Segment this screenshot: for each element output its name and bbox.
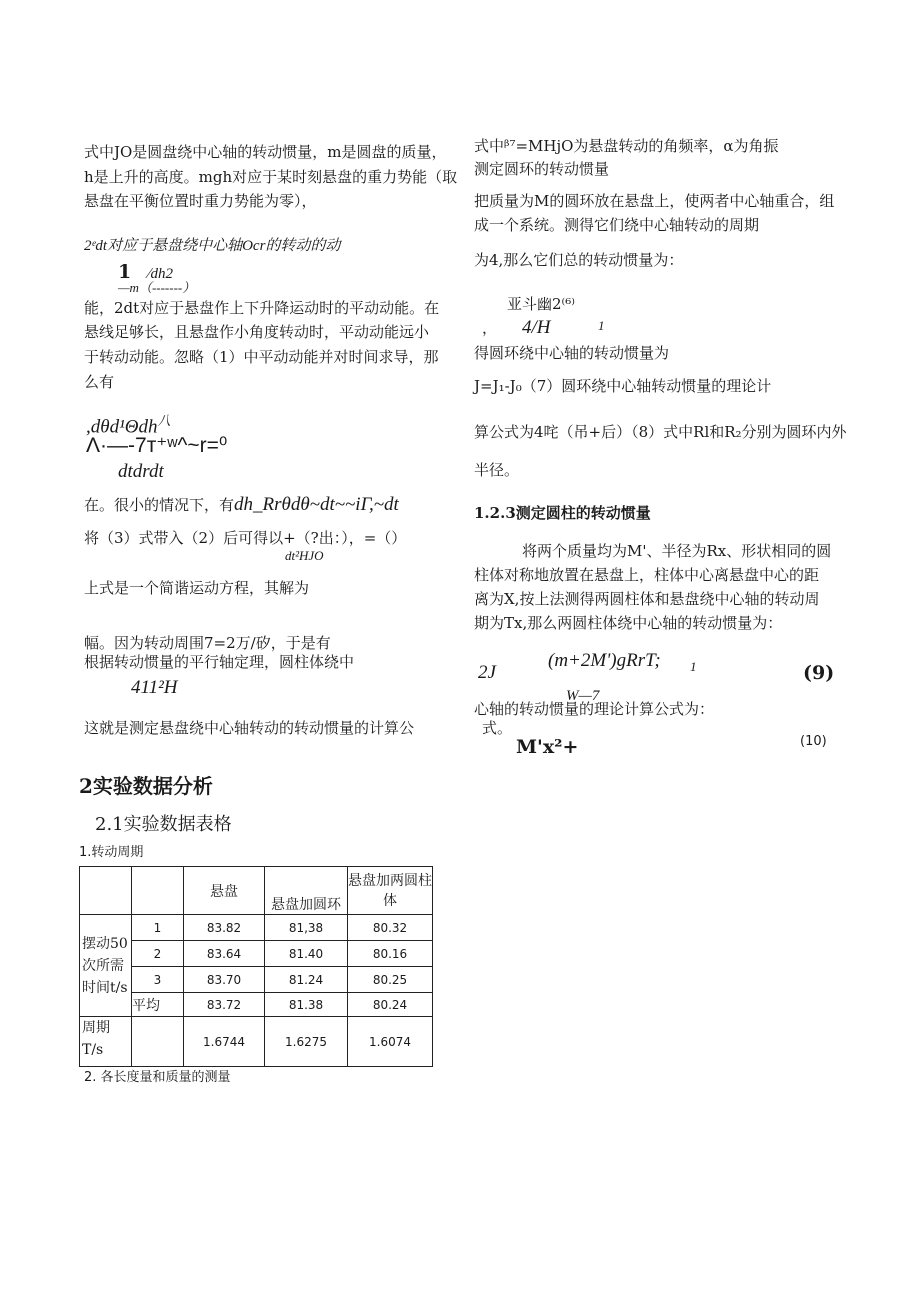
formula2-a-sup: 八 xyxy=(157,413,171,428)
rotation-period-table xyxy=(79,866,433,1067)
formula5-d: W—7 xyxy=(566,688,600,704)
right-r8-line4: 期为Tx,那么两圆柱体绕中心轴的转动惯量为： xyxy=(474,614,783,632)
table2-caption: 2. 各长度量和质量的测量 xyxy=(84,1070,231,1085)
table-cell: 83.70 xyxy=(184,967,265,993)
right-r9-line1: 心轴的转动惯量的理论计算公式为： xyxy=(474,700,715,718)
left-p3-line2: 悬线足够长，且悬盘作小角度转动时，平动动能远小 xyxy=(84,323,430,341)
table-corner xyxy=(80,867,132,915)
table-cell: 80.25 xyxy=(348,967,433,993)
col-header-disc-cylinders: 悬盘加两圆柱体 xyxy=(348,867,433,915)
formula4-b: ， xyxy=(482,319,498,337)
section2-title: 2实验数据分析 xyxy=(79,774,213,798)
left-p7-line2: 根据转动惯量的平行轴定理，圆柱体绕中 xyxy=(84,653,355,671)
period-cell: 1.6074 xyxy=(348,1017,433,1067)
left-p3-line1: 能，2dt对应于悬盘作上下升降运动时的平动动能。在 xyxy=(84,299,440,317)
section-1-2-3-title: 1.2.3测定圆柱的转动惯量 xyxy=(474,504,651,522)
ring-section-heading: 测定圆环的转动惯量 xyxy=(474,160,610,178)
formula1-a: 1 xyxy=(118,261,132,283)
row-label: 1 xyxy=(132,915,184,941)
table-cell: 81.38 xyxy=(265,993,348,1017)
right-r2-line1: 把质量为M的圆环放在悬盘上，使两者中心轴重合，组 xyxy=(474,192,835,210)
right-r1: 式中ᵝ⁷=MHjO为悬盘转动的角频率，α为角振 xyxy=(474,137,779,155)
right-r8-line3: 离为X,按上法测得两圆柱体和悬盘绕中心轴的转动周 xyxy=(474,590,820,608)
left-p1-line2: h是上升的高度。mgh对应于某时刻悬盘的重力势能（取 xyxy=(84,168,458,186)
right-r3: 为4,那么它们总的转动惯量为： xyxy=(474,251,684,269)
row-label: 3 xyxy=(132,967,184,993)
table-cell: 81.24 xyxy=(265,967,348,993)
section2-1-title: 2.1实验数据表格 xyxy=(95,814,232,835)
table-corner-2 xyxy=(132,867,184,915)
table-cell: 80.24 xyxy=(348,993,433,1017)
col-header-disc: 悬盘 xyxy=(184,867,265,915)
formula2-b: Λ·—-7т⁺ʷ^~r=⁰ xyxy=(86,434,228,457)
formula3: 411²H xyxy=(131,677,178,698)
period-empty xyxy=(132,1017,184,1067)
period-label: 周期T/s xyxy=(80,1017,132,1067)
left-p2-line1: 2ᵉdt对应于悬盘绕中心轴Ocr的转动的动 xyxy=(84,238,341,254)
table-cell: 81.40 xyxy=(265,941,348,967)
right-r7: 半径。 xyxy=(474,461,520,479)
table-cell: 80.32 xyxy=(348,915,433,941)
formula6: M'x²+ xyxy=(516,736,579,758)
col-header-disc-ring: 悬盘加圆环 xyxy=(265,867,348,915)
right-r9-line2: 式。 xyxy=(482,719,513,737)
formula5-b: (m+2M')gRrT; xyxy=(548,650,661,671)
left-p4-formula: dh_Rrθdθ~dt~~iΓ,~dt xyxy=(234,494,399,515)
formula1-b: ∕dh2 xyxy=(148,266,174,282)
right-r4: 得圆环绕中心轴的转动惯量为 xyxy=(474,344,670,362)
left-p5: 将（3）式带入（2）后可得以+（?出：），=（） xyxy=(84,529,407,547)
left-p1-line1: 式中JO是圆盘绕中心轴的转动惯量，m是圆盘的质量， xyxy=(84,143,447,161)
table1-caption: 1.转动周期 xyxy=(79,845,144,860)
formula4-a: 亚斗幽2⁽⁶⁾ xyxy=(507,295,575,313)
right-r8-line2: 柱体对称地放置在悬盘上，柱体中心离悬盘中心的距 xyxy=(474,566,820,584)
left-p6: 上式是一个简谐运动方程，其解为 xyxy=(84,579,310,597)
formula1-c: —m（-------） xyxy=(118,280,196,295)
right-r2-line2: 成一个系统。测得它们绕中心轴转动的周期 xyxy=(474,216,760,234)
table-cell: 83.64 xyxy=(184,941,265,967)
formula2-c: dtdrdt xyxy=(118,461,164,482)
table-cell: 83.72 xyxy=(184,993,265,1017)
period-cell: 1.6744 xyxy=(184,1017,265,1067)
period-cell: 1.6275 xyxy=(265,1017,348,1067)
formula5-number: (9) xyxy=(803,662,835,684)
table-cell: 81,38 xyxy=(265,915,348,941)
left-p3-line4: 么有 xyxy=(84,373,115,391)
group-label-swing-time: 摆动50次所需时间t/s xyxy=(80,915,132,1017)
row-label: 2 xyxy=(132,941,184,967)
left-p7-line1: 幅。因为转动周围7=2万∕矽，于是有 xyxy=(84,634,331,652)
formula4-c: 4/H xyxy=(522,317,551,338)
right-r8-line1: 将两个质量均为M'、半径为Rx、形状相同的圆 xyxy=(522,542,832,560)
left-p8: 这就是测定悬盘绕中心轴转动的转动惯量的计算公 xyxy=(84,719,415,737)
table-cell: 80.16 xyxy=(348,941,433,967)
left-p3-line3: 于转动动能。忽略（1）中平动动能并对时间求导，那 xyxy=(84,348,439,366)
table-cell: 83.82 xyxy=(184,915,265,941)
row-label-average: 平均 xyxy=(132,993,184,1017)
formula2-a-main: ,dθd¹Θdh xyxy=(86,416,158,438)
left-p1-line3: 悬盘在平衡位置时重力势能为零）， xyxy=(84,192,317,210)
right-r5: J=J₁-J₀（7）圆环绕中心轴转动惯量的理论计 xyxy=(474,377,772,395)
left-p4 xyxy=(84,495,399,515)
left-p4-text: 在。很小的情况下，有 xyxy=(84,496,235,514)
formula5-a: 2J xyxy=(478,662,496,683)
formula6-number: (10) xyxy=(800,734,827,749)
left-p5-formula: dt²HJO xyxy=(285,548,324,563)
right-r6: 算公式为4咤（吊+后）（8）式中Rl和R₂分别为圆环内外 xyxy=(474,423,847,441)
formula4-d: 1 xyxy=(598,318,605,333)
formula5-c: 1 xyxy=(690,659,697,674)
